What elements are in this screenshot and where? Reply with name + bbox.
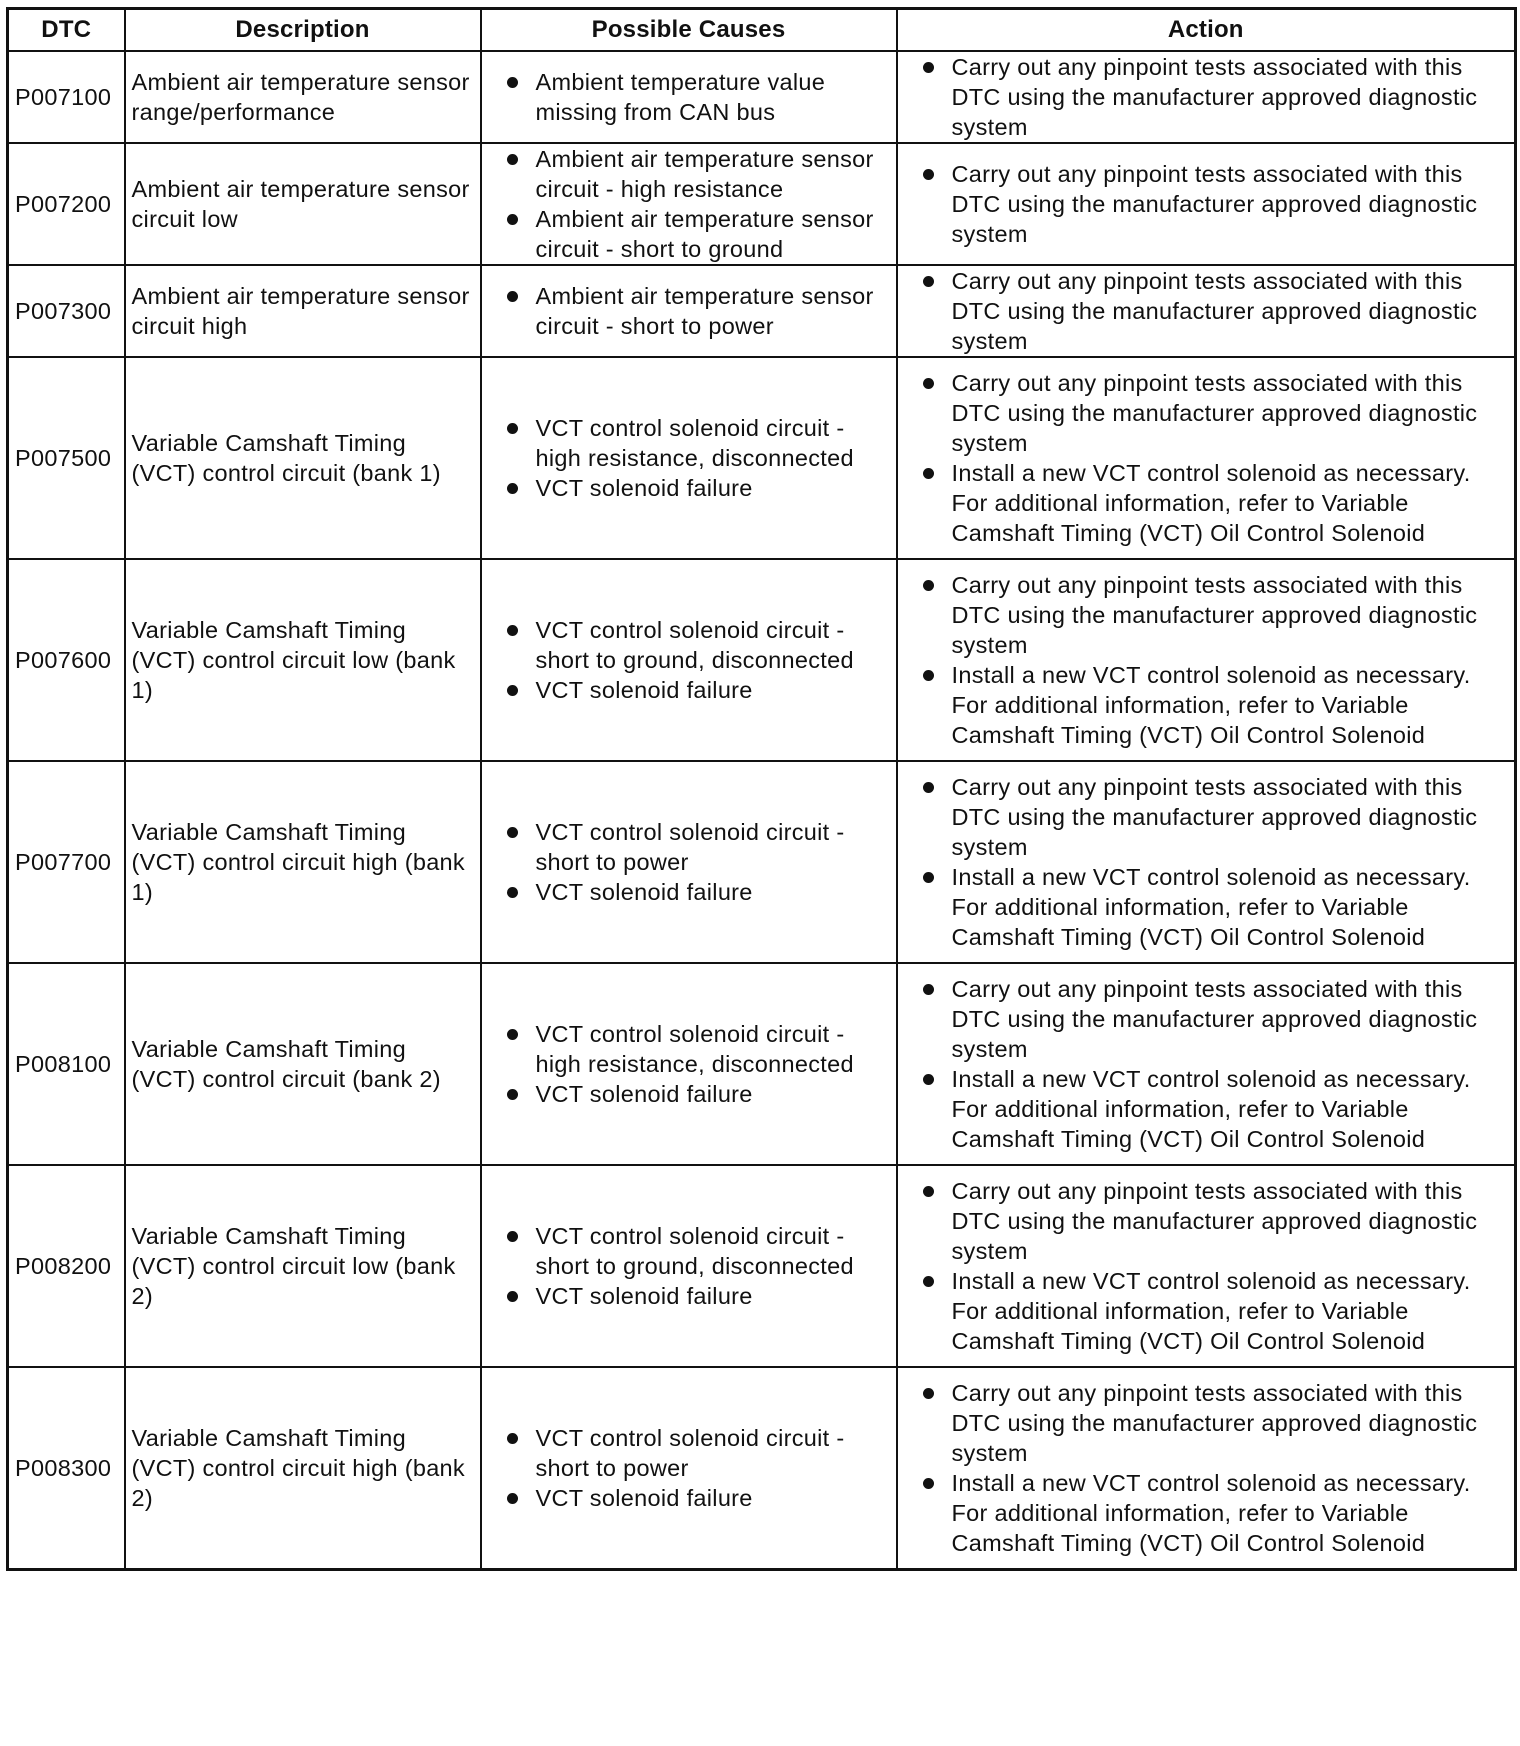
action-item: Carry out any pinpoint tests associated with this DTC using the manufacturer approved diagnostic system [920,266,1509,356]
cause-item: Ambient temperature value missing from CAN bus [504,67,890,127]
cause-item: VCT control solenoid circuit - high resistance, disconnected [504,413,890,473]
cause-item: VCT solenoid failure [504,1079,890,1109]
action-cell [897,1367,1516,1569]
action-item: Install a new VCT control solenoid as necessary. For additional information, refer to Variable Camshaft Timing (VCT) Oil Control Solenoid [920,660,1509,750]
dtc-code: P007600 [8,559,125,761]
possible-causes-cell [481,51,897,143]
action-list [920,772,1509,952]
dtc-code: P008100 [8,963,125,1165]
cause-item: VCT solenoid failure [504,473,890,503]
action-cell [897,357,1516,559]
action-list [920,159,1509,249]
action-item: Install a new VCT control solenoid as necessary. For additional information, refer to Variable Camshaft Timing (VCT) Oil Control Solenoid [920,1064,1509,1154]
action-list [920,570,1509,750]
dtc-description: Variable Camshaft Timing (VCT) control circuit (bank 1) [125,357,481,559]
possible-causes-list [504,144,890,264]
action-cell [897,51,1516,143]
action-cell [897,559,1516,761]
dtc-description: Variable Camshaft Timing (VCT) control circuit high (bank 1) [125,761,481,963]
dtc-description: Variable Camshaft Timing (VCT) control circuit low (bank 2) [125,1165,481,1367]
action-list [920,974,1509,1154]
possible-causes-list [504,1019,890,1109]
dtc-description: Ambient air temperature sensor circuit low [125,143,481,265]
table-row [8,1367,1516,1569]
action-cell [897,265,1516,357]
dtc-table [6,7,1517,1571]
dtc-code: P007200 [8,143,125,265]
cause-item: VCT control solenoid circuit - short to power [504,1423,890,1483]
dtc-description: Variable Camshaft Timing (VCT) control circuit low (bank 1) [125,559,481,761]
action-item: Install a new VCT control solenoid as necessary. For additional information, refer to Variable Camshaft Timing (VCT) Oil Control Solenoid [920,862,1509,952]
possible-causes-list [504,615,890,705]
table-row [8,265,1516,357]
possible-causes-cell [481,143,897,265]
action-list [920,368,1509,548]
dtc-code: P007700 [8,761,125,963]
table-row [8,357,1516,559]
action-item: Carry out any pinpoint tests associated with this DTC using the manufacturer approved diagnostic system [920,159,1509,249]
action-cell [897,1165,1516,1367]
possible-causes-cell [481,1367,897,1569]
possible-causes-list [504,67,890,127]
possible-causes-cell [481,357,897,559]
cause-item: VCT solenoid failure [504,877,890,907]
dtc-code: P007500 [8,357,125,559]
cause-item: Ambient air temperature sensor circuit - short to ground [504,204,890,264]
possible-causes-list [504,1423,890,1513]
cause-item: VCT control solenoid circuit - short to power [504,817,890,877]
possible-causes-cell [481,559,897,761]
cause-item: VCT solenoid failure [504,1281,890,1311]
header-possible-causes: Possible Causes [481,9,897,52]
dtc-description: Variable Camshaft Timing (VCT) control circuit (bank 2) [125,963,481,1165]
header-description: Description [125,9,481,52]
possible-causes-cell [481,265,897,357]
action-cell [897,761,1516,963]
table-row [8,143,1516,265]
action-item: Install a new VCT control solenoid as necessary. For additional information, refer to Variable Camshaft Timing (VCT) Oil Control Solenoid [920,458,1509,548]
action-item: Carry out any pinpoint tests associated with this DTC using the manufacturer approved diagnostic system [920,570,1509,660]
action-list [920,1378,1509,1558]
dtc-description: Ambient air temperature sensor range/performance [125,51,481,143]
cause-item: VCT control solenoid circuit - short to ground, disconnected [504,1221,890,1281]
action-item: Carry out any pinpoint tests associated with this DTC using the manufacturer approved diagnostic system [920,368,1509,458]
dtc-code: P007100 [8,51,125,143]
table-row [8,51,1516,143]
dtc-code: P008300 [8,1367,125,1569]
action-item: Carry out any pinpoint tests associated with this DTC using the manufacturer approved diagnostic system [920,772,1509,862]
possible-causes-list [504,413,890,503]
dtc-code: P007300 [8,265,125,357]
action-cell [897,963,1516,1165]
table-header-row [8,9,1516,52]
table-row [8,1165,1516,1367]
action-item: Install a new VCT control solenoid as necessary. For additional information, refer to Variable Camshaft Timing (VCT) Oil Control Solenoid [920,1266,1509,1356]
table-row [8,963,1516,1165]
table-row [8,559,1516,761]
action-item: Carry out any pinpoint tests associated with this DTC using the manufacturer approved diagnostic system [920,1176,1509,1266]
cause-item: VCT solenoid failure [504,1483,890,1513]
cause-item: Ambient air temperature sensor circuit - high resistance [504,144,890,204]
action-item: Carry out any pinpoint tests associated with this DTC using the manufacturer approved diagnostic system [920,974,1509,1064]
cause-item: Ambient air temperature sensor circuit - short to power [504,281,890,341]
action-list [920,1176,1509,1356]
cause-item: VCT control solenoid circuit - high resistance, disconnected [504,1019,890,1079]
possible-causes-list [504,817,890,907]
header-dtc: DTC [8,9,125,52]
dtc-description: Variable Camshaft Timing (VCT) control circuit high (bank 2) [125,1367,481,1569]
header-action: Action [897,9,1516,52]
table-row [8,761,1516,963]
action-item: Carry out any pinpoint tests associated with this DTC using the manufacturer approved diagnostic system [920,52,1509,142]
possible-causes-cell [481,1165,897,1367]
possible-causes-cell [481,761,897,963]
possible-causes-list [504,281,890,341]
cause-item: VCT control solenoid circuit - short to ground, disconnected [504,615,890,675]
possible-causes-cell [481,963,897,1165]
possible-causes-list [504,1221,890,1311]
dtc-code: P008200 [8,1165,125,1367]
action-cell [897,143,1516,265]
cause-item: VCT solenoid failure [504,675,890,705]
action-item: Carry out any pinpoint tests associated with this DTC using the manufacturer approved diagnostic system [920,1378,1509,1468]
action-list [920,52,1509,142]
dtc-description: Ambient air temperature sensor circuit high [125,265,481,357]
table-body [8,51,1516,1569]
action-item: Install a new VCT control solenoid as necessary. For additional information, refer to Variable Camshaft Timing (VCT) Oil Control Solenoid [920,1468,1509,1558]
action-list [920,266,1509,356]
